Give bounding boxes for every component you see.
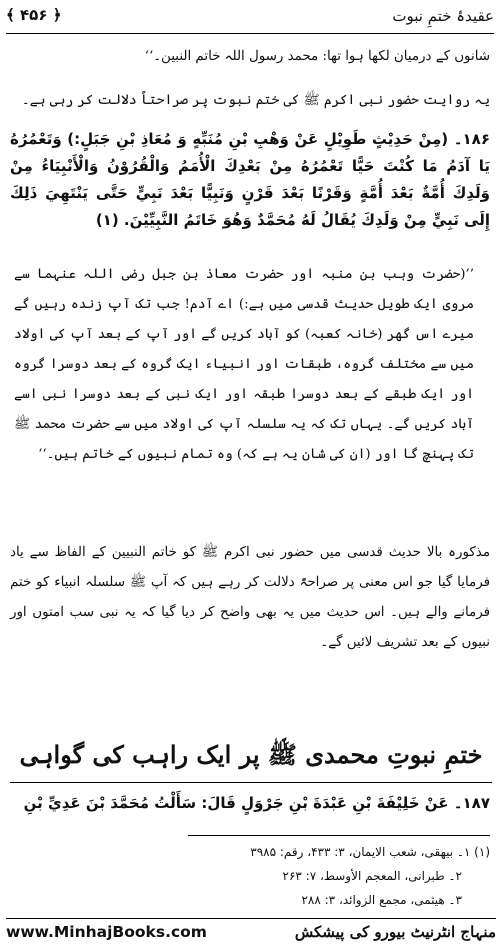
footer-rule — [6, 918, 496, 919]
hadith-186-number: ۱۸۶۔ — [453, 130, 490, 148]
footer-publisher: منہاج انٹرنیٹ بیورو کی پیشکش — [294, 923, 496, 941]
footnote-line: (۱) ۱۔ بیهقی، شعب الایمان، ۳: ۴۳۳، رقم: ۳۹۸۵ — [250, 845, 490, 859]
header-rule — [6, 33, 494, 34]
hadith-186 — [10, 126, 490, 234]
hadith-186-arabic: (مِنْ حَدِيْثٍ طَوِيْلٍ عَنْ وَهْبِ بْنِ مُنَبِّهٍ وَ مُعَاذِ بْنِ جَبَلٍ:) وَتَعْمُرُهُ يَا آدَمُ مَا كُنْتَ حَيًّا تَعْمُرُهُ مِنْ بَعْدِكَ الْأُمَمُ وَالْقُرُوْنُ وَالْأَنْبِيَاءُ مِنْ وَلَدِكَ أُمَّةٌ بَعْدَ أُمَّةٍ وَقَرْنًا بَعْدَ قَرْنٍ وَنَبِيًّا بَعْدَ نَبِيٍّ حَتَّى يَنْتَهِيَ ذَلِكَ إِلَى نَبِيٍّ مِنْ وَلَدِكَ يُقَالُ لَهُ مُحَمَّدٌ وَهُوَ خَاتَمُ النَّبِيِّيْنَ. (۱) — [10, 130, 490, 229]
page-header — [6, 4, 494, 34]
intro-line-2: یہ روایت حضور نبی اکرم ﷺ کی ختم نبوت پر صراحتاً دلالت کر رہی ہے۔ — [21, 93, 490, 108]
hadith-187-number: ۱۸۷۔ — [453, 794, 490, 812]
page-number: ﴾ ۴۵۶ ﴿ — [6, 6, 62, 24]
heading-rule — [10, 782, 492, 783]
intro-line-1: شانوں کے درمیان لکھا ہوا تھا: محمد رسول اللہ خاتم النبین۔‘‘ — [144, 49, 490, 64]
hadith-187 — [10, 790, 490, 817]
footnote-rule — [188, 835, 490, 836]
hadith-187-arabic: عَنْ خَلِيْفَةَ بْنِ عَبْدَةَ بْنِ جَرْوَلٍ قَالَ: سَأَلْتُ مُحَمَّدَ بْنَ عَدِيِّ بْنِ — [23, 794, 449, 812]
running-title: عقیدۂ ختمِ نبوت — [392, 7, 494, 25]
footnote-line: ۳۔ هیثمی، مجمع الزوائد، ۳: ۲۸۸ — [301, 893, 462, 907]
commentary: مذکورہ بالا حدیث قدسی میں حضور نبی اکرم ﷺ کو خاتم النبیین کے الفاظ سے یاد فرمایا گیا جو اس معنی پر صراحۃً دلالت کر رہے ہیں کہ آپ ﷺ سلسلہ انبیاء کو ختم فرمانے والے ہیں۔ اس حدیث میں یہ بھی واضح کر دیا گیا کہ یہ نبی سب امتوں اور نبیوں کے بعد تشریف لائیں گے۔ — [10, 545, 490, 650]
footnote-line: ۲۔ طبرانی، المعجم الأوسط، ۷: ۲۶۳ — [282, 869, 462, 883]
page-footer — [6, 918, 496, 944]
hadith-186-translation: ’’(حضرت وہب بن منبہ اور حضرت معاذ بن جبل رضی اللہ عنہما سے مروی ایک طویل حدیث قدسی میں ہے:) اے آدم! جب تک آپ زندہ رہیں گے میرے اس گھر (خانہ کعبہ) کو آباد کریں گے اور آپ کے بعد آپ کی اولاد میں سے مختلف گروہ، طبقات اور انبیاء ایک گروہ کے بعد دوسرا گروہ اور ایک طبقے کے بعد دوسرا طبقہ اور ایک نبی کے بعد دوسرا نبی اسے آباد کریں گے۔ یہاں تک کہ یہ سلسلہ آپ کی اولاد میں سے حضرت محمد ﷺ تک پہنچ گا اور (ان کی شان یہ ہے کہ) وہ تمام نبیوں کے خاتم ہیں۔‘‘ — [14, 267, 474, 462]
footer-website-link[interactable]: www.MinhajBooks.com — [6, 923, 207, 941]
section-heading: ختمِ نبوتِ محمدی ﷺ پر ایک راہب کی گواہی — [19, 740, 483, 769]
footnotes — [20, 840, 490, 912]
